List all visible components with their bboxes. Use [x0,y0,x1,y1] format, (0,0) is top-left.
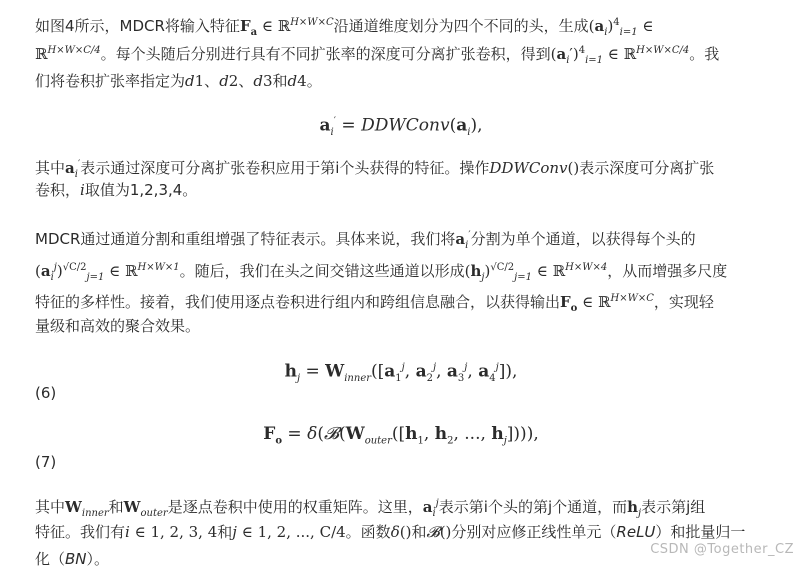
csdn-watermark: CSDN @Together_CZ [650,542,794,557]
para3-line3: 特征的多样性。接着，我们使用逐点卷积进行组内和跨组信息融合，以获得输出$F_o$ ∈ ℝ$^{H\times W\times C}$，实现轻 [35,293,714,314]
para1-line2: ℝ$^{H\times W\times C/4}$。每个头随后分别进行具有不同扩张率的深度可分离扩张卷积，得到$(a_i')^4_{i=1}$ ∈ ℝ$^{H\times W\times C/4}$。我 [35,45,720,66]
equation-ddwconv: $a_i'$ = $DDWConv(a_i)$, [319,115,483,139]
equation-6-number: (6) [35,384,57,402]
para3-line2: $(a_i^j)^{√C/2}_{j=1}$ ∈ ℝ$^{H\times W\times 1}$。随后，我们在头之间交错这些通道以形成$(h_j)^{√C/2}_{j=1}$ ∈ ℝ$^{H\times W\times 4}$，从而增强多尺度 [35,262,728,283]
para2-line1: 其中$a_i'$表示通过深度可分离扩张卷积应用于第i个头获得的特征。操作DDWConv()表示深度可分离扩张 [35,159,715,180]
equation-6: $h_j = W_{inner}([a_1^j$, $a_2^j$, $a_3^j$, $a_4^j$]), [284,361,518,385]
para3-line4: 量级和高效的聚合效果。 [35,317,201,335]
para3-line1: MDCR通过通道分割和重组增强了特征表示。具体来说，我们将$a_i'$分割为单个通道，以获得每个头的 [35,230,696,251]
equation-7: $F_o$ = $\delta(𝓑(W_{outer}([h_1$, $h_2$, ..., $h_j$]))), [263,424,539,447]
para1-line1: 如图4所示，MDCR将输入特征$F_a$ ∈ ℝ$^{H\times W\times C}$沿通道维度划分为四个不同的头，生成$(a_i)^4_{i=1}$ ∈ [35,17,654,38]
para1-line3: 们将卷积扩张率指定为d1、d2、d3和d4。 [35,72,322,90]
para4-line3: 化（BN）。 [35,550,110,568]
para2-line2: 卷积，i取值为1,2,3,4。 [35,181,198,199]
para4-line1: 其中$W_{inner}$和$W_{outer}$是逐点卷积中使用的权重矩阵。这里，$a_i^j$表示第i个头的第j个通道，而$h_j$表示第j组 [35,498,706,519]
para4-line2: 特征。我们有i ∈ 1, 2, 3, 4和j ∈ 1, 2, ..., C/4。函数δ()和𝓑()分别对应修正线性单元（ReLU）和批量归一 [35,523,746,541]
equation-7-number: (7) [35,453,57,471]
